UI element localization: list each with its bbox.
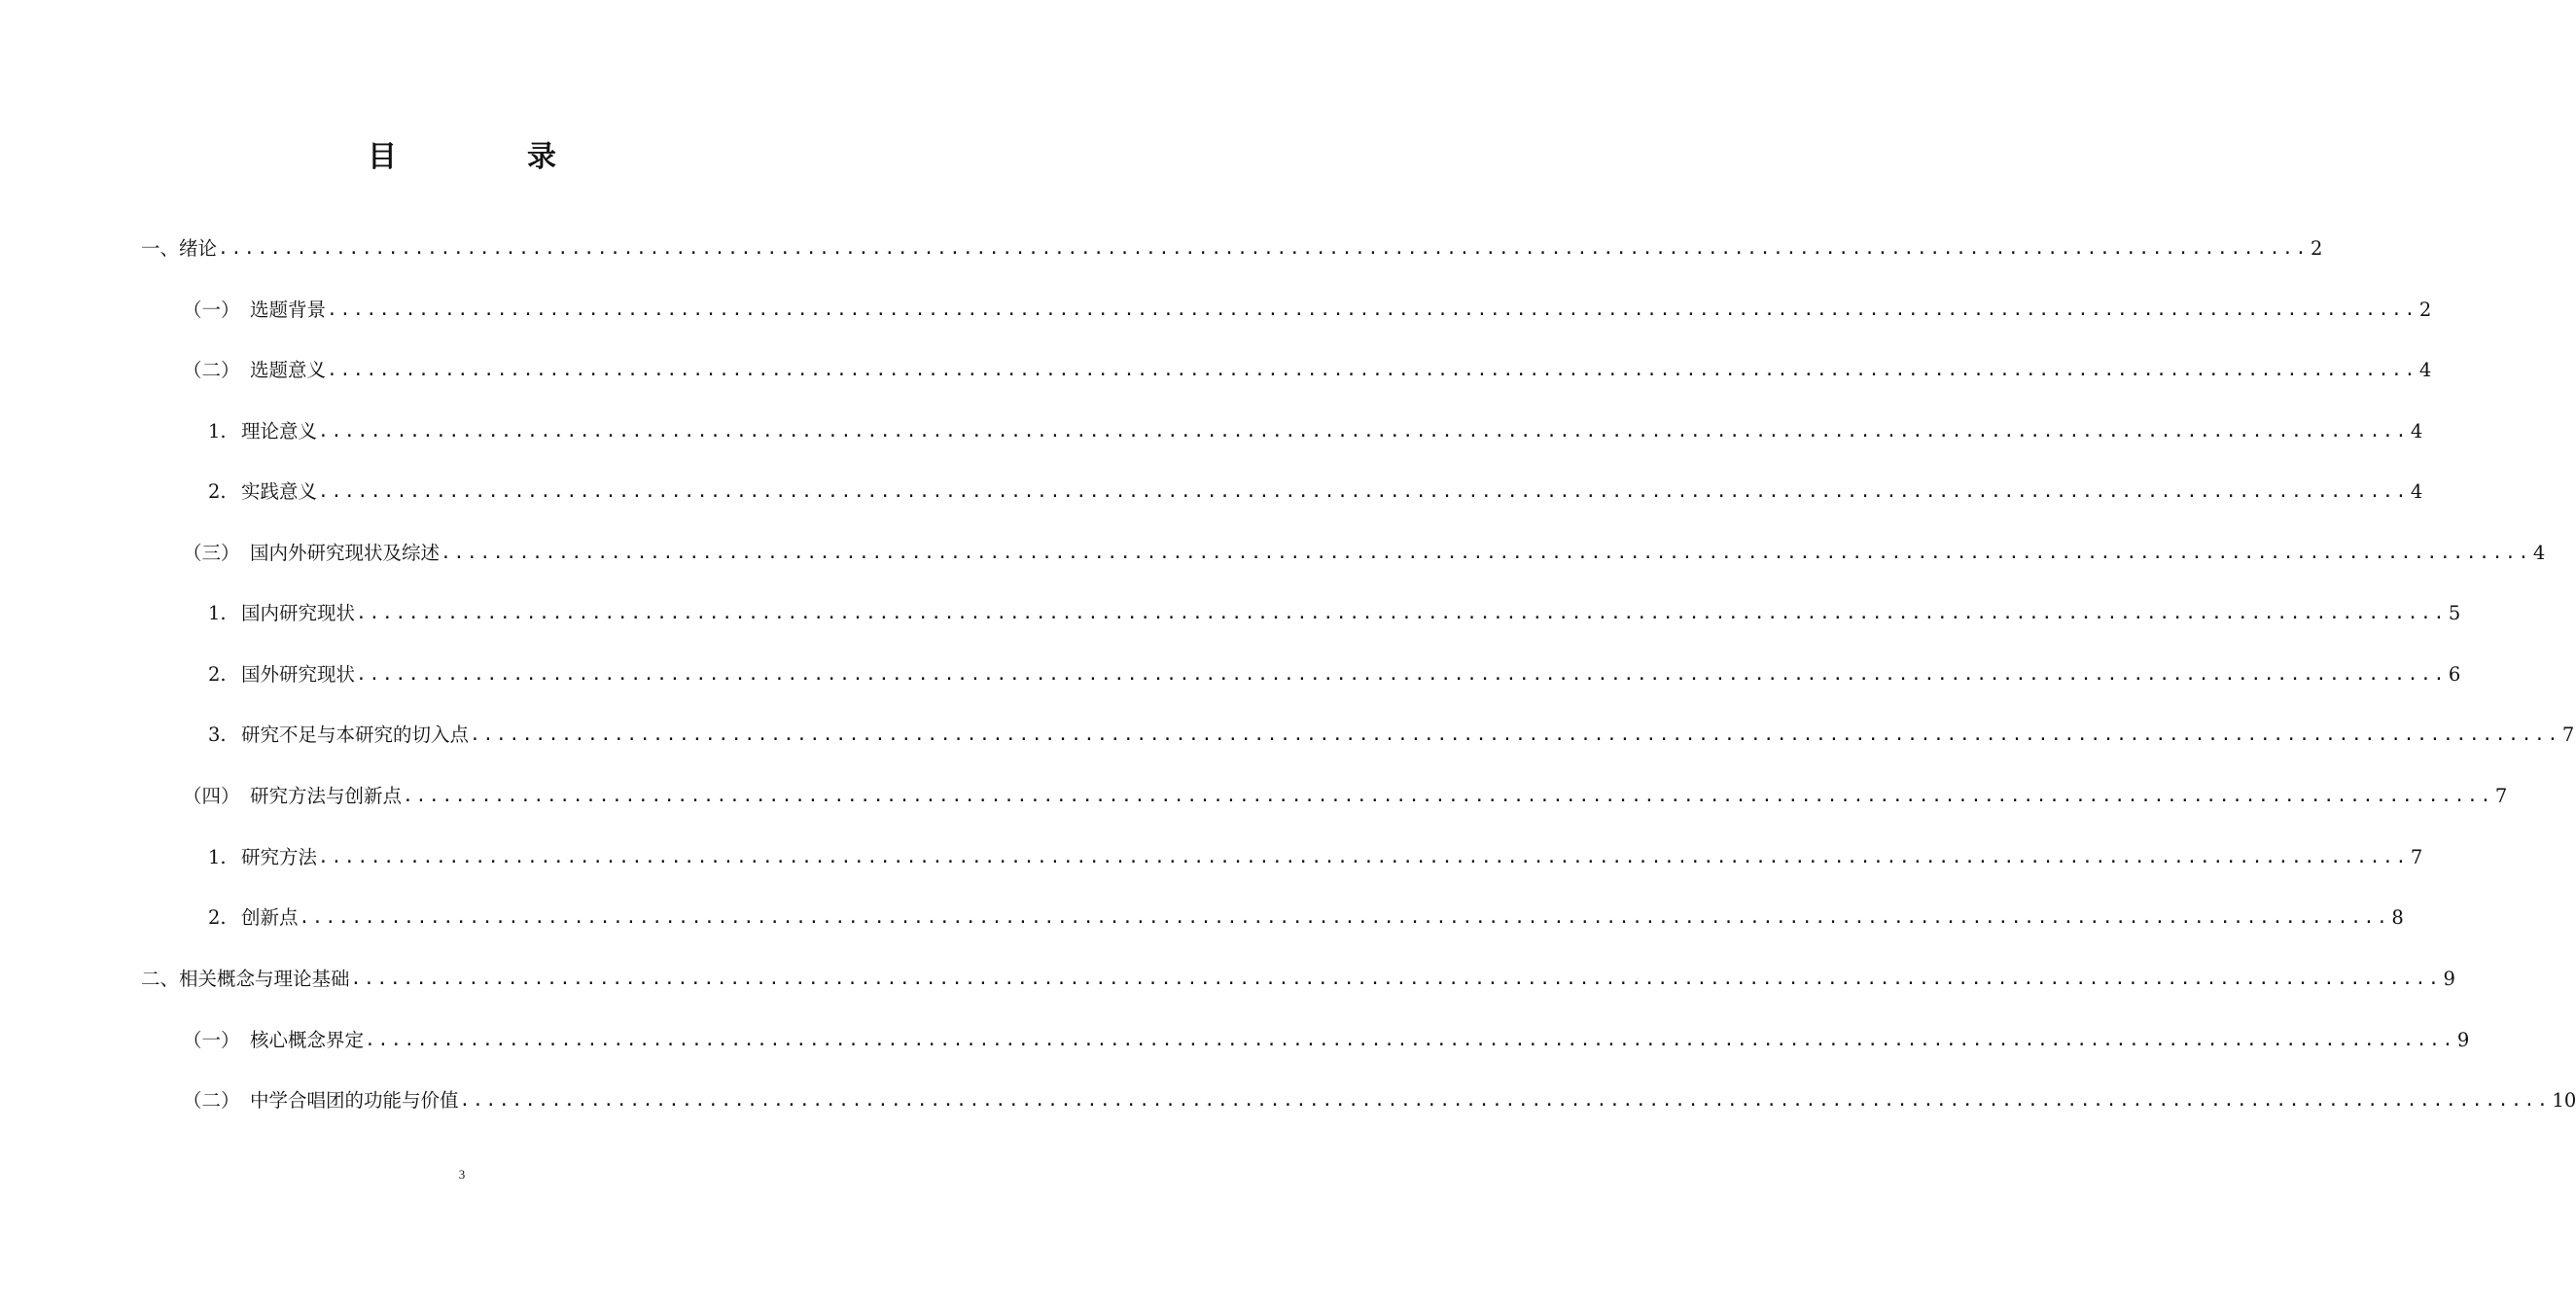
dot-leader: ................................................................................................................................................................ [318,421,2409,442]
toc-entry-theoretical-significance[interactable] [208,416,2423,447]
dot-leader: ................................................................................................................................................................ [350,969,2442,989]
dot-leader: ................................................................................................................................................................ [318,847,2409,867]
page-number: 3 [458,1167,466,1182]
toc-entry-practical-significance[interactable] [208,477,2423,508]
toc-entry-topic-background[interactable] [183,295,2432,326]
toc-entry-choir-function[interactable] [183,1085,2576,1116]
entry-number: 1. [208,420,227,442]
entry-number: （一） [183,1029,240,1051]
toc-entry-topic-significance[interactable] [183,355,2432,386]
dot-leader: ................................................................................................................................................................ [470,724,2560,745]
dot-leader: ................................................................................................................................................................ [299,907,2390,928]
entry-page-number: 7 [2561,724,2575,746]
entry-title: 选题背景 [250,299,327,321]
entry-page-number: 4 [2410,420,2423,442]
entry-page-number: 2 [2310,237,2323,260]
dot-leader: ................................................................................................................................................................ [327,360,2417,380]
entry-title: 核心概念界定 [250,1029,365,1051]
entry-page-number: 6 [2448,663,2461,686]
entry-number: 1. [208,602,227,624]
entry-number: 一、 [141,237,180,260]
toc-entry-concepts-theory[interactable] [141,964,2455,995]
dot-leader: ................................................................................................................................................................ [356,603,2447,623]
entry-title: 相关概念与理论基础 [179,968,350,990]
entry-page-number: 7 [2410,846,2423,868]
entry-title: 选题意义 [250,359,327,381]
entry-number: 2. [208,480,227,503]
entry-number: （二） [183,359,240,381]
toc-entry-domestic-research[interactable] [208,598,2461,629]
toc-entry-innovation[interactable] [208,902,2404,934]
entry-title: 中学合唱团的功能与价值 [250,1089,459,1112]
entry-page-number: 8 [2391,906,2404,929]
entry-page-number: 5 [2448,602,2461,624]
dot-leader: ................................................................................................................................................................ [356,664,2447,685]
dot-leader: ................................................................................................................................................................ [403,786,2493,806]
dot-leader: ................................................................................................................................................................ [459,1090,2551,1111]
entry-title: 实践意义 [241,480,318,503]
dot-leader: ................................................................................................................................................................ [318,481,2409,502]
dot-leader: ................................................................................................................................................................ [327,300,2417,320]
entry-page-number: 10 [2552,1089,2576,1112]
entry-title: 创新点 [241,906,299,929]
entry-number: （二） [183,1089,240,1112]
toc-entry-foreign-research[interactable] [208,659,2461,690]
entry-number: 二、 [141,968,180,990]
entry-title: 国外研究现状 [241,663,356,686]
entry-title: 绪论 [179,237,218,260]
entry-title: 国内外研究现状及综述 [250,542,441,564]
entry-number: （三） [183,542,240,564]
entry-number: 2. [208,663,227,686]
entry-number: 2. [208,906,227,929]
entry-number: （一） [183,299,240,321]
entry-title: 研究不足与本研究的切入点 [241,724,470,746]
entry-number: 1. [208,846,227,868]
entry-page-number: 2 [2418,299,2432,321]
entry-title: 研究方法与创新点 [250,785,403,807]
entry-page-number: 7 [2494,785,2508,807]
entry-number: 3. [208,724,227,746]
entry-page-number: 9 [2456,1029,2470,1051]
entry-page-number: 4 [2418,359,2432,381]
toc-entry-research-methods[interactable] [208,842,2423,873]
entry-number: （四） [183,785,240,807]
toc-entry-research-gaps[interactable] [208,720,2575,751]
entry-title: 国内研究现状 [241,602,356,624]
toc-entry-intro[interactable] [141,233,2323,265]
page-title: 目 录 [368,140,607,174]
toc-entry-research-status[interactable] [183,538,2546,569]
dot-leader: ................................................................................................................................................................ [365,1030,2455,1050]
entry-page-number: 4 [2410,480,2423,503]
dot-leader: ................................................................................................................................................................ [441,543,2531,563]
entry-title: 理论意义 [241,420,318,442]
entry-title: 研究方法 [241,846,318,868]
toc-entry-core-concepts[interactable] [183,1025,2470,1056]
entry-page-number: 9 [2443,968,2455,990]
dot-leader: ................................................................................................................................................................ [218,238,2309,259]
entry-page-number: 4 [2532,542,2546,564]
toc-entry-methods-innovation[interactable] [183,781,2508,812]
